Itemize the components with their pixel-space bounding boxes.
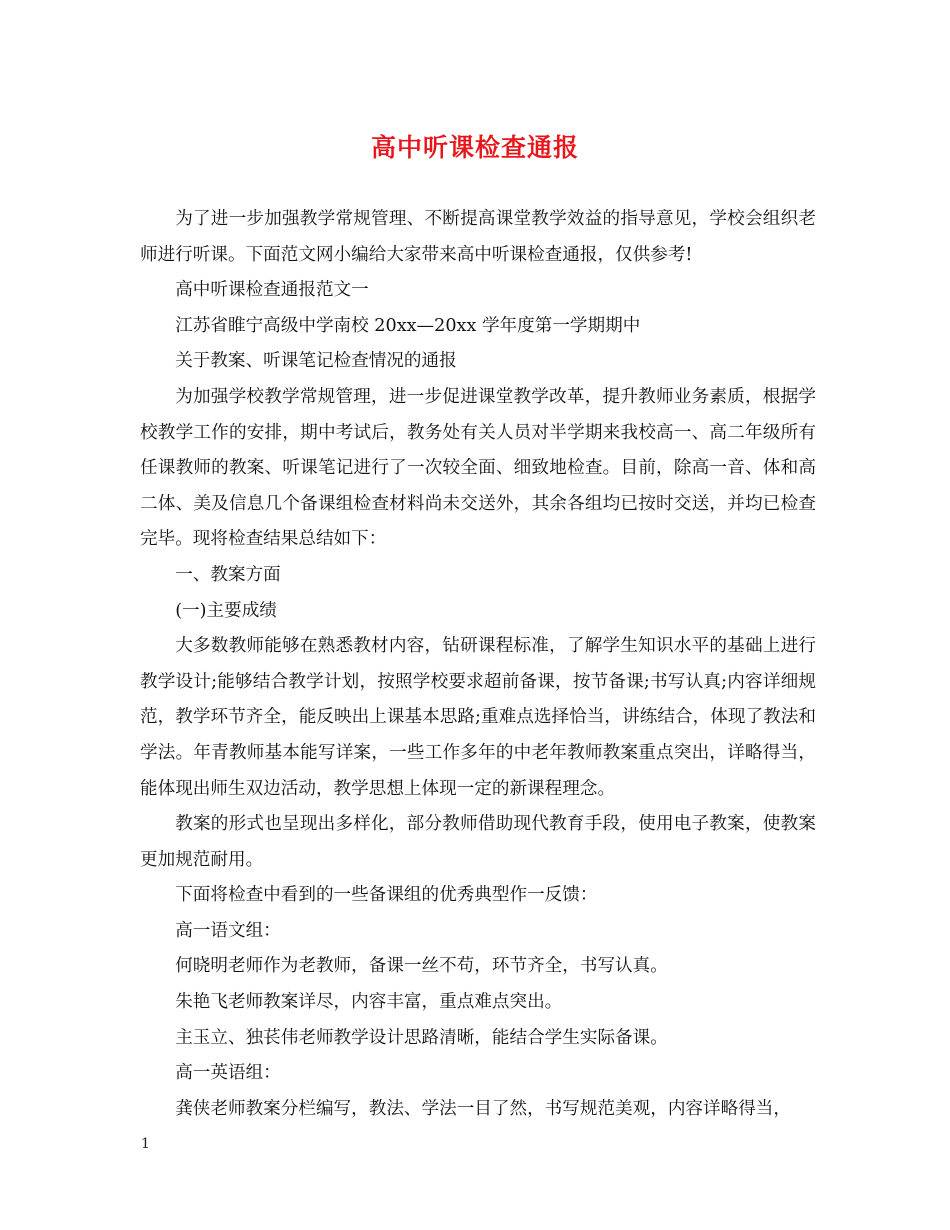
- paragraph: 大多数教师能够在熟悉教材内容，钻研课程标准，了解学生知识水平的基础上进行教学设计;能够结合教学计划，按照学校要求超前备课，按节备课;书写认真;内容详细规范，教学环节齐全，能反映出上课基本思路;重难点选择恰当，讲练结合，体现了教法和学法。年青教师基本能写详案，一些工作多年的中老年教师教案重点突出，详略得当，能体现出师生双边活动，教学思想上体现一定的新课程理念。: [140, 636, 816, 799]
- paragraph: 龚侠老师教案分栏编写，教法、学法一目了然，书写规范美观，内容详略得当，: [175, 1098, 791, 1119]
- page-number: 1: [141, 1136, 150, 1152]
- paragraph: 下面将检查中看到的一些备课组的优秀典型作一反馈：: [175, 885, 598, 906]
- paragraph: 朱艳飞老师教案详尽，内容丰富，重点难点突出。: [175, 992, 563, 1013]
- subsection-heading: (一)主要成绩: [175, 600, 277, 621]
- document-title: 高中听课检查通报: [370, 133, 579, 162]
- paragraph: 为了进一步加强教学常规管理、不断提高课堂教学效益的指导意见，学校会组织老师进行听课。下面范文网小编给大家带来高中听课检查通报，仅供参考!: [140, 209, 816, 265]
- paragraph: 高中听课检查通报范文一: [175, 280, 369, 301]
- paragraph: 为加强学校教学常规管理，进一步促进课堂教学改革，提升教师业务素质，根据学校教学工作的安排，期中考试后，教务处有关人员对半学期来我校高一、高二年级所有任课教师的教案、听课笔记进行了一次较全面、细致地检查。目前，除高一音、体和高二体、美及信息几个备课组检查材料尚未交送外，其余各组均已按时交送，并均已检查完毕。现将检查结果总结如下：: [140, 386, 816, 550]
- paragraph: 主玉立、独苌伟老师教学设计思路清晰，能结合学生实际备课。: [175, 1027, 668, 1048]
- group-heading: 高一语文组：: [175, 920, 281, 941]
- paragraph: 教案的形式也呈现出多样化，部分教师借助现代教育手段，使用电子教案，使教案更加规范耐用。: [140, 814, 816, 870]
- group-heading: 高一英语组：: [175, 1063, 281, 1084]
- document-body: [140, 202, 816, 1127]
- section-heading: 一、教案方面: [175, 564, 281, 585]
- paragraph: 关于教案、听课笔记检查情况的通报: [175, 351, 457, 372]
- paragraph: 何晓明老师作为老教师，备课一丝不苟，环节齐全，书写认真。: [175, 956, 668, 977]
- paragraph: 江苏省睢宁高级中学南校 20xx—20xx 学年度第一学期期中: [175, 315, 641, 336]
